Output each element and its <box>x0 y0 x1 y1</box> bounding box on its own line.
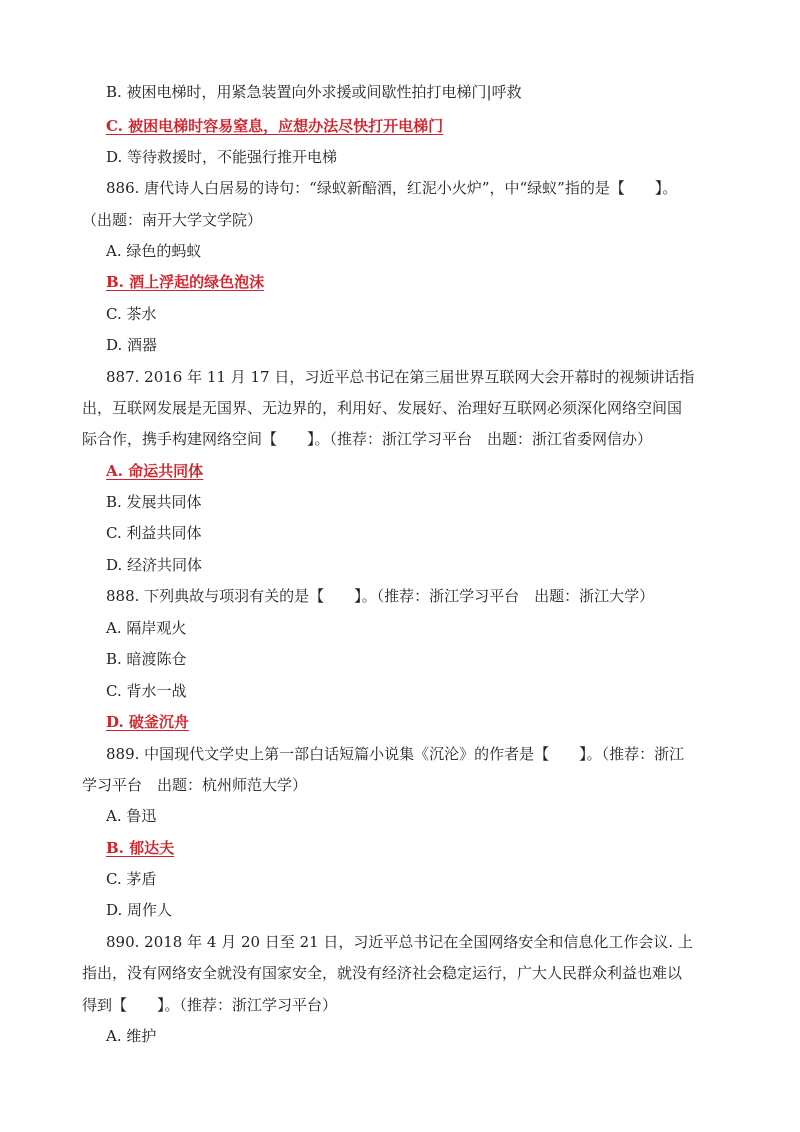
option-a: A. 绿色的蚂蚁 <box>106 242 202 260</box>
option-d: D. 经济共同体 <box>106 556 203 574</box>
question-890-line3: 得到【 】。（推荐：浙江学习平台） <box>82 996 338 1014</box>
option-b: B. 被困电梯时，用紧急装置向外求援或间歇性拍打电梯门|呼救 <box>106 83 522 101</box>
question-886-line2: （出题：南开大学文学院） <box>82 211 263 229</box>
option-c: C. 利益共同体 <box>106 524 202 542</box>
option-d: D. 酒器 <box>106 336 158 354</box>
question-890-line1: 890. 2018 年 4 月 20 日至 21 日，习近平总书记在全国网络安全和信息化工作会议. 上 <box>106 933 693 951</box>
option-d: D. 周作人 <box>106 901 173 919</box>
question-887-line1: 887. 2016 年 11 月 17 日，习近平总书记在第三届世界互联网大会开幕时的视频讲话指 <box>106 368 695 386</box>
question-888-line1: 888. 下列典故与项羽有关的是【 】。（推荐：浙江学习平台 出题：浙江大学） <box>106 587 655 605</box>
option-c: C. 背水一战 <box>106 682 187 700</box>
correct-option-b: B. 酒上浮起的绿色泡沫 <box>106 273 265 291</box>
option-b: B. 暗渡陈仓 <box>106 650 187 668</box>
question-887-line2: 出，互联网发展是无国界、无边界的，利用好、发展好、治理好互联网必须深化网络空间国 <box>82 399 683 417</box>
question-890-line2: 指出，没有网络安全就没有国家安全，就没有经济社会稳定运行，广大人民群众利益也难以 <box>82 964 683 982</box>
option-c: C. 茅盾 <box>106 870 157 888</box>
correct-option-a: A. 命运共同体 <box>106 462 204 480</box>
option-a: A. 维护 <box>106 1027 157 1045</box>
option-b: B. 发展共同体 <box>106 493 202 511</box>
question-889-line1: 889. 中国现代文学史上第一部白话短篇小说集《沉沦》的作者是【 】。（推荐：浙江 <box>106 745 685 763</box>
question-886-line1: 886. 唐代诗人白居易的诗句：“绿蚁新醅酒，红泥小火炉”，中“绿蚁”指的是【 】。 <box>106 179 678 197</box>
option-a: A. 隔岸观火 <box>106 619 187 637</box>
correct-option-d: D. 破釜沉舟 <box>106 713 189 731</box>
correct-option-b: B. 郁达夫 <box>106 839 175 857</box>
correct-option-c: C. 被困电梯时容易窒息，应想办法尽快打开电梯门 <box>106 117 444 135</box>
option-c: C. 茶水 <box>106 305 157 323</box>
question-887-line3: 际合作，携手构建网络空间【 】。（推荐：浙江学习平台 出题：浙江省委网信办） <box>82 430 653 448</box>
question-889-line2: 学习平台 出题：杭州师范大学） <box>82 776 308 794</box>
option-a: A. 鲁迅 <box>106 807 157 825</box>
option-d: D. 等待救援时，不能强行推开电梯 <box>106 148 338 166</box>
